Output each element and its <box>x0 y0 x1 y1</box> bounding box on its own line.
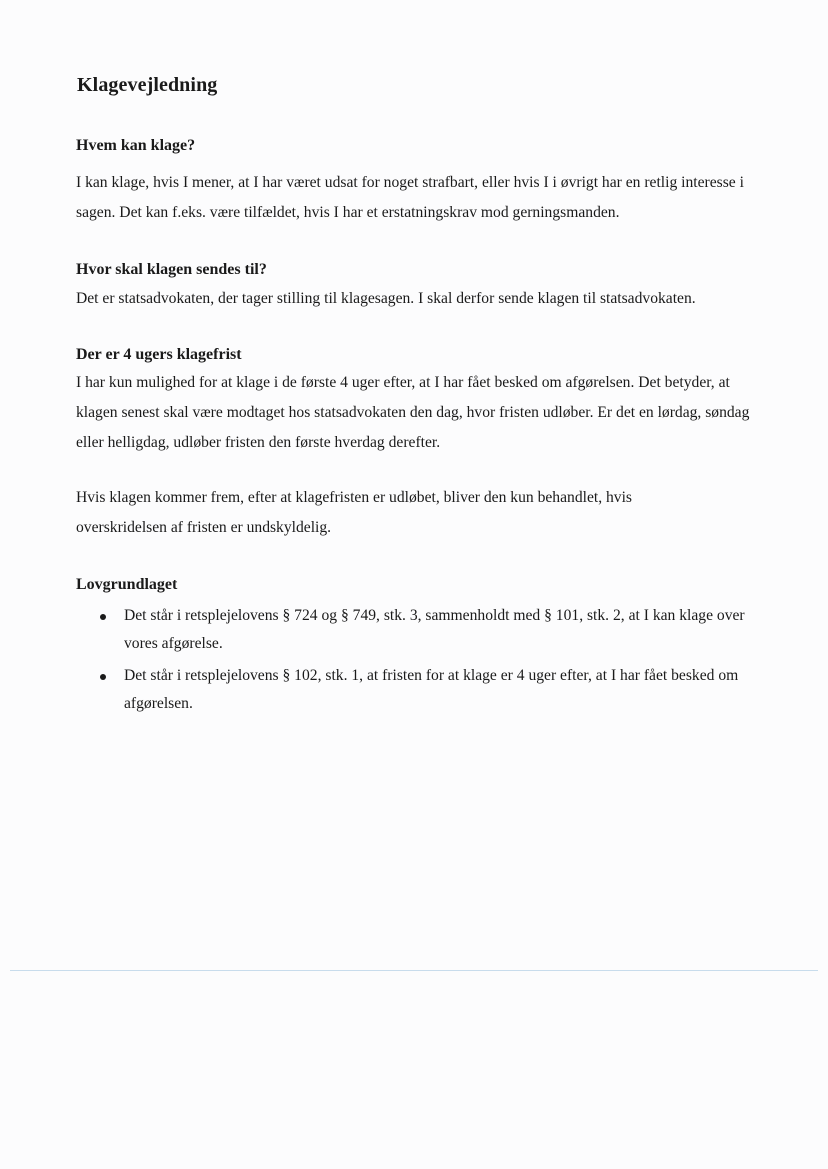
section-paragraph-who-can-complain: I kan klage, hvis I mener, at I har været udsat for noget strafbart, eller hvis I i øvrigt har en retlig interesse i sagen. Det kan f.eks. være tilfældet, hvis I har et erstatningskrav mod gerningsmanden. <box>76 174 744 221</box>
section-paragraph-deadline: I har kun mulighed for at klage i de første 4 uger efter, at I har fået besked om afgørelsen. Det betyder, at klagen senest skal være modtaget hos statsadvokaten den dag, hvor fristen udløber. Er det en lørdag, søndag eller helligdag, udløber fristen den første hverdag derefter. <box>76 374 750 451</box>
legal-basis-list <box>76 602 756 722</box>
section-heading-deadline: Der er 4 ugers klagefrist <box>76 346 242 363</box>
section-paragraph-late-complaint: Hvis klagen kommer frem, efter at klagefristen er udløbet, bliver den kun behandlet, hvis overskridelsen af fristen er undskyldelig. <box>76 489 632 536</box>
document-title: Klagevejledning <box>77 74 218 96</box>
section-heading-who-can-complain: Hvem kan klage? <box>76 137 196 154</box>
list-item-text: Det står i retsplejelovens § 102, stk. 1, at fristen for at klage er 4 uger efter, at I har fået besked om afgørelsen. <box>124 667 739 712</box>
section-heading-where-to-send: Hvor skal klagen sendes til? <box>76 261 267 278</box>
section-paragraph-where-to-send: Det er statsadvokaten, der tager stilling til klagesagen. I skal derfor sende klagen til statsadvokaten. <box>76 290 696 307</box>
section-heading-legal-basis: Lovgrundlaget <box>76 576 178 593</box>
scan-divider <box>10 970 818 971</box>
list-item-text: Det står i retsplejelovens § 724 og § 749, stk. 3, sammenholdt med § 101, stk. 2, at I kan klage over vores afgørelse. <box>124 607 745 652</box>
bullet-icon <box>100 674 106 680</box>
list-item <box>76 662 756 718</box>
bullet-icon <box>100 614 106 620</box>
list-item <box>76 602 756 658</box>
